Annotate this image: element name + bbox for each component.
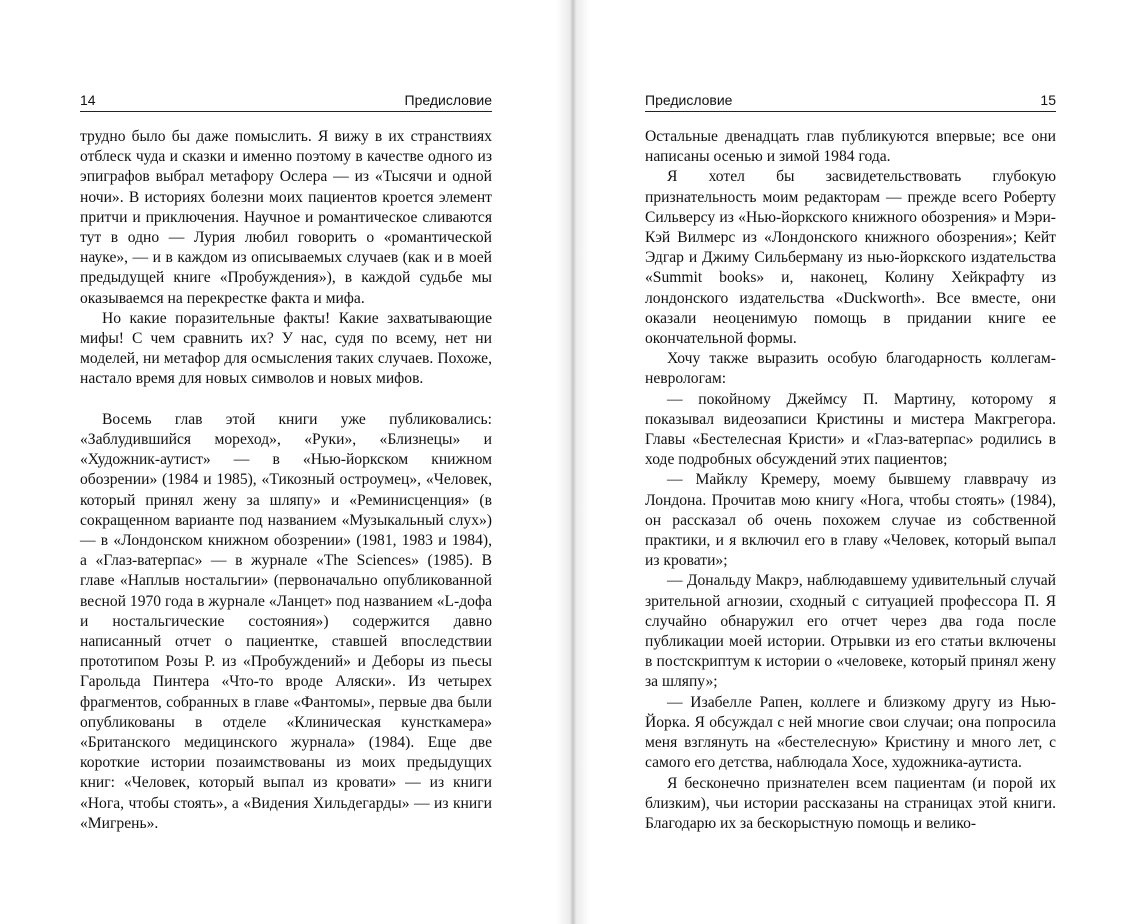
right-running-head: [645, 91, 1056, 109]
paragraph: Остальные двенадцать глав публикуются впервые; все они написаны осенью и зимой 1984 года.: [645, 128, 1056, 166]
header-rule: [80, 111, 492, 112]
paragraph: Восемь глав этой книги уже публиковались: «Заблудившийся мореход», «Руки», «Близнецы» и «Художник-аутист» — в «Нью-йоркском книжном обозрении» (1984 и 1985), «Тикозный остроумец», «Человек, который принял жену за шляпу» и «Реминисценция» (в сокращенном варианте под названием «Музыкальный слух») — в «Лондонском книжном обозрении» (1981, 1983 и 1984), а «Глаз-ватерпас» — в журнале «The Sciences» (1985). В главе «Наплыв ностальгии» (первоначально опубликованной весной 1970 года в журнале «Ланцет» под названием «L-дофа и ностальгические состояния») содержится давно написанный отчет о пациентке, ставшей впоследствии прототипом Розы Р. из «Пробуждений» и Деборы из пьесы Гарольда Пинтера «Что-то вроде Аляски». Из четырех фрагментов, собранных в главе «Фантомы», первые два были опубликованы в отделе «Клиническая кунсткамера» «Британского медицинского журнала» (1984). Еще две короткие истории позаимствованы из моих предыдущих книг: «Человек, который выпал из кровати» — из книги «Нога, чтобы стоять», а «Видения Хильдегарды» — из книги «Мигрень».: [80, 410, 492, 832]
paragraph: трудно было бы даже помыслить. Я вижу в их странствиях отблеск чуда и сказки и именно поэтому в качестве одного из эпиграфов выбрал метафору Ослера — из «Тысячи и одной ночи». В историях болезни моих пациентов кроется элемент притчи и приключения. Научное и романтическое сливаются тут в одно — Лурия любил говорить о «романтической науке», — и в каждом из описываемых случаев (как и в моей предыдущей книге «Пробуждения»), в каждой судьбе мы оказываемся на перекрестке факта и мифа.: [80, 128, 492, 307]
left-body-text: [80, 127, 492, 834]
right-page: [570, 0, 1144, 924]
header-rule: [645, 111, 1056, 112]
left-page: [0, 0, 570, 924]
paragraph: Я бесконечно признателен всем пациентам (и порой их близким), чьи истории рассказаны на страницах этой книги. Благодарю их за бескорыстную помощь и велико-: [645, 774, 1056, 832]
running-title: Предисловие: [645, 92, 733, 108]
paragraph: — покойному Джеймсу П. Мартину, которому я показывал видеозаписи Кристины и мистера Макгрегора. Главы «Бестелесная Кристи» и «Глаз-ватерпас» родились в ходе подробных обсуждений этих пациентов;: [645, 390, 1056, 469]
page-number: 14: [80, 92, 96, 108]
book-gutter: [556, 0, 590, 924]
right-body-text: [645, 127, 1056, 834]
paragraph: — Изабелле Рапен, коллеге и близкому другу из Нью-Йорка. Я обсуждал с ней многие свои случаи; она попросила меня взглянуть на «бестелесную» Кристину и много лет, с самого его детства, наблюдала Хосе, художника-аутиста.: [645, 693, 1056, 772]
paragraph: Хочу также выразить особую благодарность коллегам-неврологам:: [645, 350, 1056, 388]
running-title: Предисловие: [404, 92, 492, 108]
paragraph: Но какие поразительные факты! Какие захватывающие мифы! С чем сравнить их? У нас, судя по всему, нет ни моделей, ни метафор для осмысления таких случаев. Похоже, настало время для новых символов и новых мифов.: [80, 309, 492, 388]
paragraph: Я хотел бы засвидетельствовать глубокую признательность моим редакторам — прежде всего Роберту Сильверсу из «Нью-йоркского книжного обозрения» и Мэри-Кэй Вилмерс из «Лондонского книжного обозрения»; Кейт Эдгар и Джиму Сильберману из нью-йоркского издательства «Summit books» и, наконец, Колину Хейкрафту из лондонского издательства «Duckworth». Все вместе, они оказали неоценимую помощь в придании книге ее окончательной формы.: [645, 168, 1056, 348]
paragraph: — Майклу Кремеру, моему бывшему главврачу из Лондона. Прочитав мою книгу «Нога, чтобы стоять» (1984), он рассказал об очень похожем случае из собственной практики, и я включил его в главу «Человек, который выпал из кровати»;: [645, 471, 1056, 570]
paragraph: — Дональду Макрэ, наблюдавшему удивительный случай зрительной агнозии, сходный с ситуацией профессора П. Я случайно обнаружил его отчет через два года после публикации моей истории. Отрывки из его статьи включены в постскриптум к истории о «человеке, который принял жену за шляпу»;: [645, 572, 1056, 691]
page-number: 15: [1040, 92, 1056, 108]
left-running-head: [80, 91, 492, 109]
